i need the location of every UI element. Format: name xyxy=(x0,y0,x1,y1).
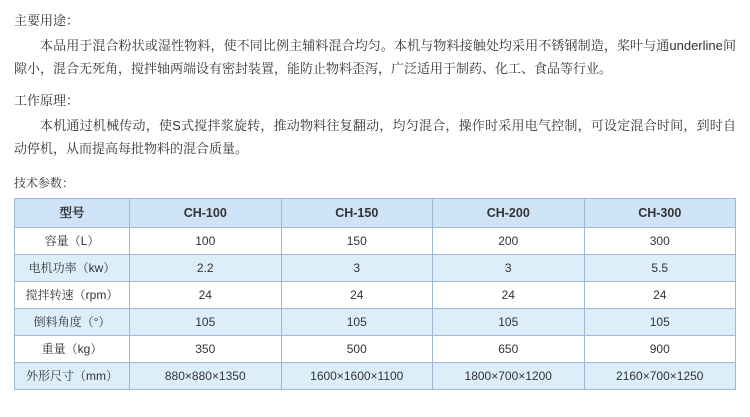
row-label: 重量（kg） xyxy=(15,336,130,363)
table-row xyxy=(15,363,736,390)
table-header-cell: CH-300 xyxy=(584,199,736,228)
row-label: 倒料角度（°） xyxy=(15,309,130,336)
table-cell: 2160×700×1250 xyxy=(584,363,736,390)
table-cell: 24 xyxy=(433,282,585,309)
table-cell: 880×880×1350 xyxy=(130,363,282,390)
table-cell: 300 xyxy=(584,228,736,255)
table-cell: 1600×1600×1100 xyxy=(281,363,433,390)
table-header-cell: CH-150 xyxy=(281,199,433,228)
row-label: 电机功率（kw） xyxy=(15,255,130,282)
specs-table xyxy=(14,198,736,390)
table-cell: 650 xyxy=(433,336,585,363)
table-cell: 105 xyxy=(584,309,736,336)
table-header-cell: CH-100 xyxy=(130,199,282,228)
row-label: 外形尺寸（mm） xyxy=(15,363,130,390)
table-cell: 105 xyxy=(281,309,433,336)
row-label: 搅拌转速（rpm） xyxy=(15,282,130,309)
table-header-cell: CH-200 xyxy=(433,199,585,228)
table-cell: 24 xyxy=(584,282,736,309)
table-cell: 24 xyxy=(130,282,282,309)
table-row xyxy=(15,282,736,309)
table-cell: 350 xyxy=(130,336,282,363)
table-cell: 100 xyxy=(130,228,282,255)
section-paragraph-principle: 本机通过机械传动，使S式搅拌浆旋转，推动物料往复翻动，均匀混合，操作时采用电气控制，可设定混合时间，到时自动停机，从而提高每批物料的混合质量。 xyxy=(14,118,736,156)
table-cell: 3 xyxy=(281,255,433,282)
table-row xyxy=(15,228,736,255)
table-cell: 24 xyxy=(281,282,433,309)
section-title-usage: 主要用途： xyxy=(14,13,80,28)
table-cell: 5.5 xyxy=(584,255,736,282)
table-cell: 105 xyxy=(130,309,282,336)
row-label: 容量（L） xyxy=(15,228,130,255)
table-cell: 150 xyxy=(281,228,433,255)
table-row xyxy=(15,336,736,363)
specs-label: 技术参数： xyxy=(14,176,75,190)
table-cell: 500 xyxy=(281,336,433,363)
table-cell: 2.2 xyxy=(130,255,282,282)
section-paragraph-usage: 本品用于混合粉状或湿性物料，使不同比例主辅料混合均匀。本机与物料接触处均采用不锈钢制造，桨叶与通underline间隙小，混合无死角，搅拌轴两端设有密封装置，能防止物料歪泻，广泛适用于制药、化工、食品等行业。 xyxy=(14,38,736,76)
table-cell: 900 xyxy=(584,336,736,363)
table-header-row xyxy=(15,199,736,228)
table-cell: 3 xyxy=(433,255,585,282)
table-header-cell: 型号 xyxy=(15,199,130,228)
table-cell: 200 xyxy=(433,228,585,255)
table-cell: 105 xyxy=(433,309,585,336)
table-row xyxy=(15,309,736,336)
section-title-principle: 工作原理： xyxy=(14,93,80,108)
table-cell: 1800×700×1200 xyxy=(433,363,585,390)
table-row xyxy=(15,255,736,282)
